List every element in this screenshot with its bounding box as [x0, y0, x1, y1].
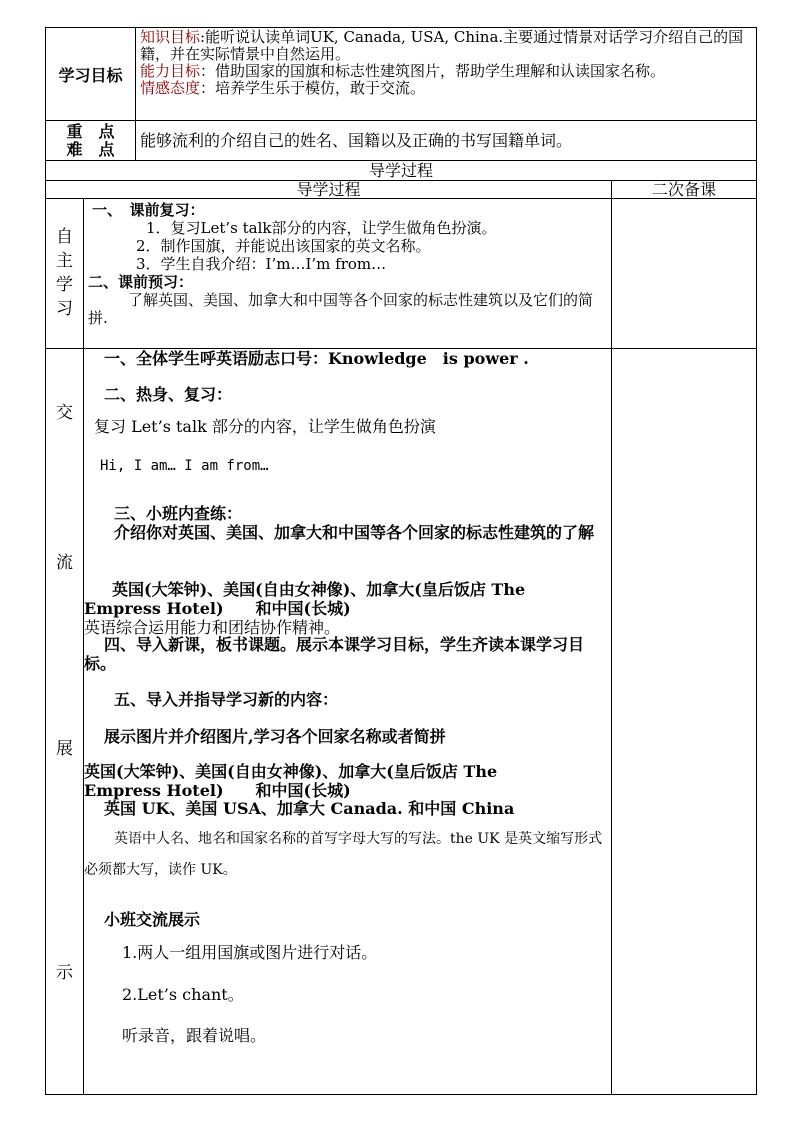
- exchange-char-1: 交: [56, 403, 73, 423]
- self-study-char-1: 自: [56, 227, 73, 247]
- exchange-char-4: 示: [56, 963, 73, 983]
- preview-title: 二、课前预习：: [88, 273, 194, 291]
- process-title: 导学过程: [46, 161, 757, 181]
- countries-line-2: Empress Hotel) 和中国(长城): [84, 599, 351, 618]
- countries-line-1: 英国(大笨钟)、美国(自由女神像)、加拿大(皇后饭店 The: [112, 580, 526, 599]
- objectives-label: 学习目标: [46, 28, 136, 121]
- ability-goal-text: ：借助国家的国旗和标志性建筑图片，帮助学生理解和认读国家名称。: [200, 62, 666, 80]
- second-prep-header: 二次备课: [612, 181, 757, 199]
- key-points-label-line1: 重 点: [66, 121, 115, 141]
- preview-text: 了解英国、美国、加拿大和中国等各个回家的标志性建筑以及它们的简拼.: [88, 291, 594, 327]
- emotion-goal-key: 情感态度: [140, 79, 201, 97]
- lesson-plan-table: [45, 27, 757, 1095]
- group-show-title: 小班交流展示: [104, 910, 201, 929]
- ability-goal-key: 能力目标: [140, 62, 201, 80]
- abbreviations-line: 英国 UK、美国 USA、加拿大 Canada. 和中国 China: [104, 799, 515, 818]
- self-study-char-2: 主: [56, 251, 73, 271]
- second-prep-cell-1: [612, 199, 757, 349]
- lesson-plan-page: [45, 27, 756, 1095]
- self-study-content: [84, 199, 612, 349]
- ability-line: 英语综合运用能力和团结协作精神。: [84, 618, 341, 637]
- exchange-step-4: 四、导入新课，板书课题。展示本课学习目标，学生齐读本课学习目标。: [84, 635, 585, 673]
- countries2-line-2: Empress Hotel) 和中国(长城): [84, 781, 351, 800]
- exchange-step-1: 一、全体学生呼英语励志口号：Knowledge is power .: [104, 349, 529, 368]
- emotion-goal-text: ：培养学生乐于模仿，敢于交流。: [200, 79, 426, 97]
- warmup-dialog: Hi, I am… I am from…: [100, 458, 269, 474]
- check-text: 介绍你对英国、美国、加拿大和中国等各个回家的标志性建筑的了解: [114, 523, 595, 542]
- self-study-char-4: 习: [56, 299, 73, 319]
- review-item-2: 2．制作国旗，并能说出该国家的英文名称。: [136, 237, 431, 255]
- objectives-content: [136, 28, 757, 121]
- key-points-label: [46, 121, 136, 161]
- knowledge-goal-key: 知识目标: [140, 28, 201, 46]
- exchange-label: [46, 349, 84, 1095]
- key-points-label-line2: 难 点: [66, 139, 115, 159]
- exchange-char-2: 流: [56, 553, 73, 573]
- self-study-char-3: 学: [56, 275, 73, 295]
- exchange-step-3: 三、小班内查练：: [114, 504, 243, 523]
- self-study-label: [46, 199, 84, 349]
- key-points-text: 能够流利的介绍自己的姓名、国籍以及正确的书写国籍单词。: [136, 121, 757, 161]
- process-header: 导学过程: [46, 181, 612, 199]
- countries2-line-1: 英国(大笨钟)、美国(自由女神像)、加拿大(皇后饭店 The: [84, 762, 498, 781]
- group-item-2: 2.Let’s chant。: [122, 985, 244, 1004]
- group-item-3: 听录音，跟着说唱。: [122, 1026, 267, 1045]
- second-prep-cell-2: [612, 349, 757, 1095]
- exchange-step-5: 五、导入并指导学习新的内容：: [114, 690, 339, 709]
- exchange-content: [84, 349, 612, 1095]
- group-item-1: 1.两人一组用国旗或图片进行对话。: [122, 943, 378, 962]
- review-item-1: 1．复习Let’s talk部分的内容，让学生做角色扮演。: [146, 219, 497, 237]
- new-content-text: 展示图片并介绍图片,学习各个回家名称或者简拼: [104, 727, 446, 746]
- exchange-step-2: 二、热身、复习：: [104, 385, 233, 404]
- warmup-text: 复习 Let’s talk 部分的内容，让学生做角色扮演: [94, 417, 436, 436]
- review-item-3: 3．学生自我介绍：I’m…I’m from…: [136, 255, 387, 273]
- review-title: 一、 课前复习：: [92, 201, 205, 219]
- exchange-char-3: 展: [56, 739, 73, 759]
- knowledge-goal-text: :能听说认读单词UK, Canada, USA, China.主要通过情景对话学习介绍自己的国籍，并在实际情景中自然运用。: [140, 28, 744, 63]
- capital-rule: 英语中人名、地名和国家名称的首写字母大写的写法。the UK 是英文缩写形式必须都大写，读作 UK。: [84, 831, 603, 878]
